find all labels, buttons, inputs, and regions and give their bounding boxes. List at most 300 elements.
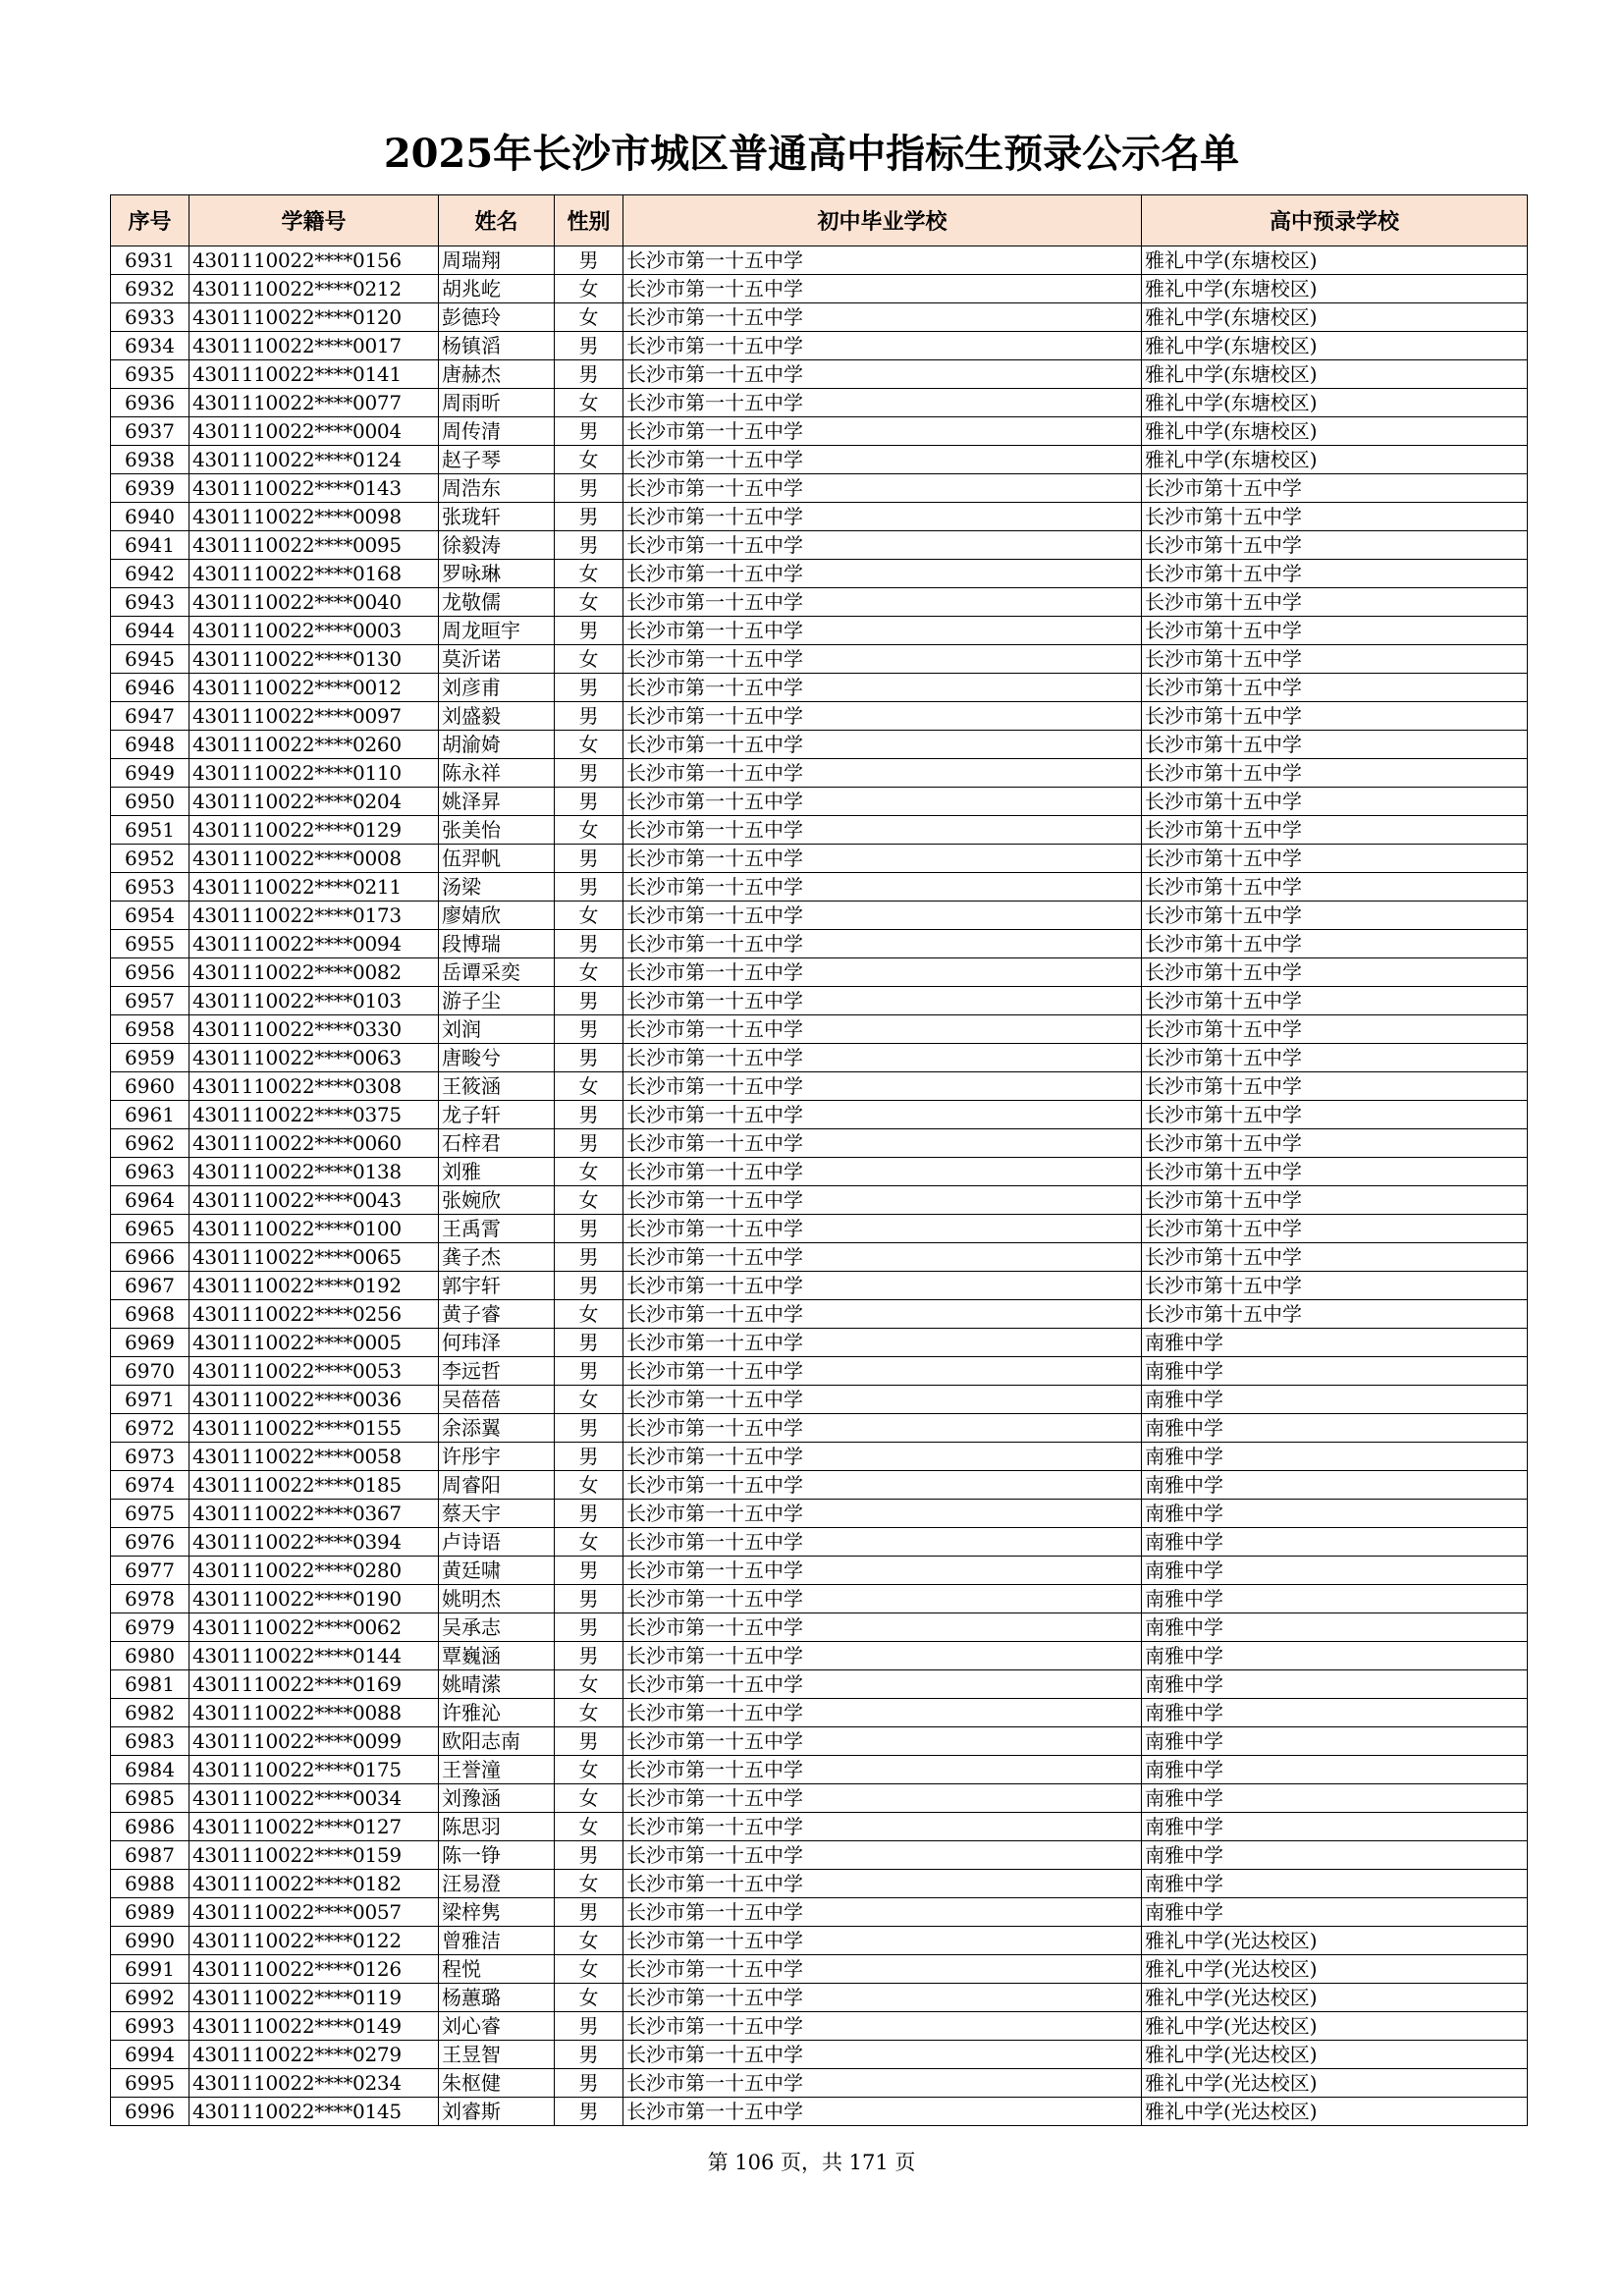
table-row: [111, 2098, 1528, 2126]
cell-seq: 6966: [111, 1243, 189, 1272]
cell-student-id: 4301110022****0063: [189, 1044, 439, 1072]
table-row: [111, 1044, 1528, 1072]
cell-gender: 男: [555, 1414, 623, 1443]
cell-seq: 6994: [111, 2041, 189, 2069]
cell-middle-school: 长沙市第一十五中学: [623, 674, 1142, 702]
cell-middle-school: 长沙市第一十五中学: [623, 1642, 1142, 1670]
cell-name: 刘彦甫: [439, 674, 555, 702]
cell-seq: 6941: [111, 531, 189, 560]
cell-gender: 女: [555, 303, 623, 332]
cell-name: 李远哲: [439, 1357, 555, 1386]
cell-gender: 女: [555, 1300, 623, 1329]
cell-gender: 女: [555, 1813, 623, 1841]
cell-student-id: 4301110022****0043: [189, 1186, 439, 1215]
cell-middle-school: 长沙市第一十五中学: [623, 1500, 1142, 1528]
table-row: [111, 1158, 1528, 1186]
cell-gender: 女: [555, 1386, 623, 1414]
cell-student-id: 4301110022****0097: [189, 702, 439, 731]
cell-middle-school: 长沙市第一十五中学: [623, 531, 1142, 560]
cell-seq: 6934: [111, 332, 189, 360]
cell-high-school: 长沙市第十五中学: [1142, 1158, 1528, 1186]
cell-seq: 6964: [111, 1186, 189, 1215]
cell-student-id: 4301110022****0175: [189, 1756, 439, 1784]
cell-name: 刘豫涵: [439, 1784, 555, 1813]
cell-name: 段博瑞: [439, 930, 555, 958]
cell-high-school: 长沙市第十五中学: [1142, 816, 1528, 845]
cell-middle-school: 长沙市第一十五中学: [623, 1841, 1142, 1870]
cell-gender: 男: [555, 1727, 623, 1756]
cell-middle-school: 长沙市第一十五中学: [623, 1984, 1142, 2012]
cell-high-school: 长沙市第十五中学: [1142, 645, 1528, 674]
cell-student-id: 4301110022****0185: [189, 1471, 439, 1500]
cell-seq: 6946: [111, 674, 189, 702]
table-row: [111, 1927, 1528, 1955]
cell-high-school: 雅礼中学(东塘校区): [1142, 246, 1528, 275]
cell-student-id: 4301110022****0100: [189, 1215, 439, 1243]
cell-high-school: 长沙市第十五中学: [1142, 930, 1528, 958]
table-row: [111, 1272, 1528, 1300]
cell-name: 余添翼: [439, 1414, 555, 1443]
cell-middle-school: 长沙市第一十五中学: [623, 474, 1142, 503]
cell-high-school: 长沙市第十五中学: [1142, 560, 1528, 588]
cell-middle-school: 长沙市第一十五中学: [623, 1471, 1142, 1500]
cell-student-id: 4301110022****0017: [189, 332, 439, 360]
table-row: [111, 1870, 1528, 1898]
cell-name: 黄子睿: [439, 1300, 555, 1329]
table-row: [111, 958, 1528, 987]
cell-name: 陈永祥: [439, 759, 555, 788]
cell-gender: 男: [555, 246, 623, 275]
cell-high-school: 长沙市第十五中学: [1142, 873, 1528, 902]
cell-name: 汪易澄: [439, 1870, 555, 1898]
cell-seq: 6996: [111, 2098, 189, 2126]
cell-middle-school: 长沙市第一十五中学: [623, 2098, 1142, 2126]
cell-name: 许雅沁: [439, 1699, 555, 1727]
cell-middle-school: 长沙市第一十五中学: [623, 588, 1142, 617]
cell-gender: 男: [555, 873, 623, 902]
cell-middle-school: 长沙市第一十五中学: [623, 360, 1142, 389]
cell-gender: 男: [555, 1642, 623, 1670]
cell-middle-school: 长沙市第一十五中学: [623, 1129, 1142, 1158]
cell-name: 陈一铮: [439, 1841, 555, 1870]
table-row: [111, 674, 1528, 702]
cell-high-school: 雅礼中学(光达校区): [1142, 2098, 1528, 2126]
cell-name: 莫沂诺: [439, 645, 555, 674]
cell-high-school: 南雅中学: [1142, 1756, 1528, 1784]
cell-gender: 女: [555, 446, 623, 474]
cell-seq: 6995: [111, 2069, 189, 2098]
cell-middle-school: 长沙市第一十五中学: [623, 560, 1142, 588]
table-row: [111, 1357, 1528, 1386]
table-row: [111, 1443, 1528, 1471]
cell-high-school: 雅礼中学(东塘校区): [1142, 389, 1528, 417]
table-row: [111, 2012, 1528, 2041]
cell-student-id: 4301110022****0190: [189, 1585, 439, 1613]
cell-name: 刘盛毅: [439, 702, 555, 731]
cell-seq: 6953: [111, 873, 189, 902]
cell-high-school: 雅礼中学(光达校区): [1142, 1927, 1528, 1955]
cell-gender: 男: [555, 1215, 623, 1243]
cell-seq: 6958: [111, 1015, 189, 1044]
cell-seq: 6942: [111, 560, 189, 588]
cell-name: 吴承志: [439, 1613, 555, 1642]
cell-gender: 男: [555, 1044, 623, 1072]
cell-name: 石梓君: [439, 1129, 555, 1158]
table-row: [111, 503, 1528, 531]
cell-middle-school: 长沙市第一十五中学: [623, 1443, 1142, 1471]
cell-name: 黄廷啸: [439, 1557, 555, 1585]
cell-seq: 6969: [111, 1329, 189, 1357]
cell-gender: 男: [555, 360, 623, 389]
cell-middle-school: 长沙市第一十五中学: [623, 1784, 1142, 1813]
cell-gender: 女: [555, 560, 623, 588]
cell-high-school: 南雅中学: [1142, 1813, 1528, 1841]
cell-high-school: 长沙市第十五中学: [1142, 1129, 1528, 1158]
cell-gender: 女: [555, 1984, 623, 2012]
cell-seq: 6976: [111, 1528, 189, 1557]
cell-high-school: 南雅中学: [1142, 1386, 1528, 1414]
cell-high-school: 南雅中学: [1142, 1528, 1528, 1557]
cell-name: 刘润: [439, 1015, 555, 1044]
cell-gender: 男: [555, 1500, 623, 1528]
cell-high-school: 雅礼中学(东塘校区): [1142, 417, 1528, 446]
cell-gender: 女: [555, 1158, 623, 1186]
cell-middle-school: 长沙市第一十五中学: [623, 873, 1142, 902]
table-row: [111, 1784, 1528, 1813]
cell-student-id: 4301110022****0280: [189, 1557, 439, 1585]
table-row: [111, 702, 1528, 731]
cell-gender: 女: [555, 1471, 623, 1500]
cell-name: 唐赫杰: [439, 360, 555, 389]
cell-high-school: 长沙市第十五中学: [1142, 958, 1528, 987]
cell-middle-school: 长沙市第一十五中学: [623, 1357, 1142, 1386]
cell-student-id: 4301110022****0124: [189, 446, 439, 474]
cell-high-school: 雅礼中学(东塘校区): [1142, 446, 1528, 474]
cell-gender: 男: [555, 1898, 623, 1927]
cell-high-school: 长沙市第十五中学: [1142, 1243, 1528, 1272]
table-row: [111, 1129, 1528, 1158]
table-row: [111, 1613, 1528, 1642]
cell-middle-school: 长沙市第一十五中学: [623, 2041, 1142, 2069]
cell-middle-school: 长沙市第一十五中学: [623, 417, 1142, 446]
table-row: [111, 246, 1528, 275]
cell-gender: 女: [555, 816, 623, 845]
table-header-row: [111, 195, 1528, 246]
cell-gender: 男: [555, 1357, 623, 1386]
cell-seq: 6955: [111, 930, 189, 958]
cell-student-id: 4301110022****0149: [189, 2012, 439, 2041]
cell-seq: 6982: [111, 1699, 189, 1727]
cell-student-id: 4301110022****0308: [189, 1072, 439, 1101]
cell-student-id: 4301110022****0065: [189, 1243, 439, 1272]
cell-high-school: 长沙市第十五中学: [1142, 987, 1528, 1015]
cell-seq: 6983: [111, 1727, 189, 1756]
cell-seq: 6991: [111, 1955, 189, 1984]
cell-seq: 6977: [111, 1557, 189, 1585]
cell-seq: 6990: [111, 1927, 189, 1955]
cell-high-school: 南雅中学: [1142, 1870, 1528, 1898]
cell-name: 游子尘: [439, 987, 555, 1015]
column-header-seq: 序号: [111, 195, 189, 246]
cell-student-id: 4301110022****0330: [189, 1015, 439, 1044]
table-row: [111, 275, 1528, 303]
cell-gender: 男: [555, 1443, 623, 1471]
cell-name: 彭德玲: [439, 303, 555, 332]
cell-name: 姚晴潆: [439, 1670, 555, 1699]
cell-gender: 女: [555, 1072, 623, 1101]
cell-middle-school: 长沙市第一十五中学: [623, 759, 1142, 788]
cell-name: 胡渝婍: [439, 731, 555, 759]
cell-student-id: 4301110022****0173: [189, 902, 439, 930]
cell-student-id: 4301110022****0120: [189, 303, 439, 332]
cell-seq: 6973: [111, 1443, 189, 1471]
cell-high-school: 南雅中学: [1142, 1414, 1528, 1443]
cell-middle-school: 长沙市第一十五中学: [623, 332, 1142, 360]
cell-high-school: 长沙市第十五中学: [1142, 617, 1528, 645]
cell-student-id: 4301110022****0060: [189, 1129, 439, 1158]
table-row: [111, 1471, 1528, 1500]
cell-middle-school: 长沙市第一十五中学: [623, 1414, 1142, 1443]
table-row: [111, 1101, 1528, 1129]
cell-middle-school: 长沙市第一十五中学: [623, 902, 1142, 930]
cell-gender: 女: [555, 1186, 623, 1215]
table-row: [111, 759, 1528, 788]
cell-gender: 男: [555, 674, 623, 702]
cell-middle-school: 长沙市第一十五中学: [623, 1870, 1142, 1898]
cell-seq: 6962: [111, 1129, 189, 1158]
cell-name: 郭宇轩: [439, 1272, 555, 1300]
table-row: [111, 588, 1528, 617]
cell-seq: 6968: [111, 1300, 189, 1329]
cell-name: 张美怡: [439, 816, 555, 845]
cell-name: 程悦: [439, 1955, 555, 1984]
cell-high-school: 长沙市第十五中学: [1142, 588, 1528, 617]
cell-seq: 6945: [111, 645, 189, 674]
cell-high-school: 雅礼中学(光达校区): [1142, 2069, 1528, 2098]
table-row: [111, 1642, 1528, 1670]
cell-name: 汤梁: [439, 873, 555, 902]
cell-student-id: 4301110022****0053: [189, 1357, 439, 1386]
cell-middle-school: 长沙市第一十五中学: [623, 1243, 1142, 1272]
cell-high-school: 南雅中学: [1142, 1699, 1528, 1727]
cell-student-id: 4301110022****0119: [189, 1984, 439, 2012]
cell-middle-school: 长沙市第一十五中学: [623, 303, 1142, 332]
column-header-middle-school: 初中毕业学校: [623, 195, 1142, 246]
cell-gender: 女: [555, 1784, 623, 1813]
cell-gender: 男: [555, 930, 623, 958]
cell-middle-school: 长沙市第一十五中学: [623, 788, 1142, 816]
cell-name: 胡兆屹: [439, 275, 555, 303]
cell-name: 刘睿斯: [439, 2098, 555, 2126]
cell-name: 王昱智: [439, 2041, 555, 2069]
cell-seq: 6936: [111, 389, 189, 417]
cell-student-id: 4301110022****0192: [189, 1272, 439, 1300]
cell-seq: 6944: [111, 617, 189, 645]
cell-seq: 6963: [111, 1158, 189, 1186]
cell-middle-school: 长沙市第一十五中学: [623, 1186, 1142, 1215]
cell-middle-school: 长沙市第一十五中学: [623, 1528, 1142, 1557]
cell-high-school: 南雅中学: [1142, 1784, 1528, 1813]
cell-seq: 6931: [111, 246, 189, 275]
cell-name: 王誉潼: [439, 1756, 555, 1784]
cell-high-school: 长沙市第十五中学: [1142, 759, 1528, 788]
cell-middle-school: 长沙市第一十五中学: [623, 275, 1142, 303]
cell-seq: 6974: [111, 1471, 189, 1500]
cell-student-id: 4301110022****0122: [189, 1927, 439, 1955]
cell-seq: 6932: [111, 275, 189, 303]
cell-middle-school: 长沙市第一十五中学: [623, 1101, 1142, 1129]
cell-middle-school: 长沙市第一十五中学: [623, 246, 1142, 275]
cell-seq: 6949: [111, 759, 189, 788]
page-title: 2025年长沙市城区普通高中指标生预录公示名单: [383, 131, 1240, 177]
table-row: [111, 788, 1528, 816]
cell-high-school: 南雅中学: [1142, 1443, 1528, 1471]
cell-gender: 女: [555, 275, 623, 303]
cell-student-id: 4301110022****0169: [189, 1670, 439, 1699]
table-row: [111, 531, 1528, 560]
cell-high-school: 长沙市第十五中学: [1142, 845, 1528, 873]
table-row: [111, 2041, 1528, 2069]
table-row: [111, 1329, 1528, 1357]
cell-seq: 6987: [111, 1841, 189, 1870]
table-row: [111, 446, 1528, 474]
cell-high-school: 长沙市第十五中学: [1142, 1186, 1528, 1215]
cell-middle-school: 长沙市第一十五中学: [623, 987, 1142, 1015]
cell-middle-school: 长沙市第一十五中学: [623, 2069, 1142, 2098]
cell-name: 龙敬儒: [439, 588, 555, 617]
table-row: [111, 389, 1528, 417]
cell-name: 周瑞翔: [439, 246, 555, 275]
table-row: [111, 1813, 1528, 1841]
column-header-name: 姓名: [439, 195, 555, 246]
cell-seq: 6959: [111, 1044, 189, 1072]
cell-middle-school: 长沙市第一十五中学: [623, 1072, 1142, 1101]
cell-high-school: 南雅中学: [1142, 1642, 1528, 1670]
cell-high-school: 长沙市第十五中学: [1142, 503, 1528, 531]
cell-high-school: 长沙市第十五中学: [1142, 902, 1528, 930]
cell-student-id: 4301110022****0127: [189, 1813, 439, 1841]
cell-seq: 6943: [111, 588, 189, 617]
cell-student-id: 4301110022****0145: [189, 2098, 439, 2126]
cell-student-id: 4301110022****0095: [189, 531, 439, 560]
cell-high-school: 南雅中学: [1142, 1585, 1528, 1613]
cell-high-school: 南雅中学: [1142, 1329, 1528, 1357]
cell-name: 周龙晅宇: [439, 617, 555, 645]
cell-student-id: 4301110022****0211: [189, 873, 439, 902]
cell-seq: 6988: [111, 1870, 189, 1898]
cell-student-id: 4301110022****0057: [189, 1898, 439, 1927]
cell-student-id: 4301110022****0004: [189, 417, 439, 446]
table-row: [111, 560, 1528, 588]
cell-seq: 6954: [111, 902, 189, 930]
cell-high-school: 长沙市第十五中学: [1142, 1072, 1528, 1101]
cell-gender: 男: [555, 531, 623, 560]
cell-middle-school: 长沙市第一十五中学: [623, 2012, 1142, 2041]
table-row: [111, 1984, 1528, 2012]
cell-seq: 6970: [111, 1357, 189, 1386]
cell-student-id: 4301110022****0082: [189, 958, 439, 987]
cell-gender: 男: [555, 1243, 623, 1272]
cell-high-school: 长沙市第十五中学: [1142, 1044, 1528, 1072]
table-row: [111, 360, 1528, 389]
cell-student-id: 4301110022****0077: [189, 389, 439, 417]
cell-name: 廖婧欣: [439, 902, 555, 930]
cell-seq: 6948: [111, 731, 189, 759]
cell-seq: 6960: [111, 1072, 189, 1101]
cell-gender: 女: [555, 1699, 623, 1727]
cell-middle-school: 长沙市第一十五中学: [623, 731, 1142, 759]
cell-seq: 6972: [111, 1414, 189, 1443]
cell-middle-school: 长沙市第一十五中学: [623, 1044, 1142, 1072]
cell-seq: 6957: [111, 987, 189, 1015]
cell-high-school: 南雅中学: [1142, 1841, 1528, 1870]
cell-middle-school: 长沙市第一十五中学: [623, 503, 1142, 531]
cell-student-id: 4301110022****0040: [189, 588, 439, 617]
cell-gender: 男: [555, 1272, 623, 1300]
column-header-student-id: 学籍号: [189, 195, 439, 246]
cell-student-id: 4301110022****0168: [189, 560, 439, 588]
cell-gender: 女: [555, 958, 623, 987]
cell-high-school: 长沙市第十五中学: [1142, 1300, 1528, 1329]
cell-student-id: 4301110022****0008: [189, 845, 439, 873]
cell-seq: 6992: [111, 1984, 189, 2012]
cell-name: 岳谭采奕: [439, 958, 555, 987]
cell-middle-school: 长沙市第一十五中学: [623, 1300, 1142, 1329]
cell-name: 梁梓隽: [439, 1898, 555, 1927]
cell-student-id: 4301110022****0260: [189, 731, 439, 759]
cell-student-id: 4301110022****0003: [189, 617, 439, 645]
cell-gender: 男: [555, 1585, 623, 1613]
cell-student-id: 4301110022****0182: [189, 1870, 439, 1898]
cell-middle-school: 长沙市第一十五中学: [623, 1927, 1142, 1955]
cell-name: 张珑轩: [439, 503, 555, 531]
cell-gender: 男: [555, 1557, 623, 1585]
cell-name: 罗咏琳: [439, 560, 555, 588]
page-footer: 第 106 页，共 171 页: [707, 2151, 916, 2174]
cell-gender: 男: [555, 702, 623, 731]
cell-seq: 6940: [111, 503, 189, 531]
cell-seq: 6947: [111, 702, 189, 731]
cell-gender: 女: [555, 1927, 623, 1955]
table-row: [111, 645, 1528, 674]
cell-high-school: 雅礼中学(东塘校区): [1142, 303, 1528, 332]
cell-gender: 男: [555, 1101, 623, 1129]
cell-middle-school: 长沙市第一十五中学: [623, 1756, 1142, 1784]
column-header-high-school: 高中预录学校: [1142, 195, 1528, 246]
table-row: [111, 617, 1528, 645]
cell-student-id: 4301110022****0143: [189, 474, 439, 503]
cell-seq: 6981: [111, 1670, 189, 1699]
cell-seq: 6952: [111, 845, 189, 873]
cell-high-school: 长沙市第十五中学: [1142, 1215, 1528, 1243]
cell-name: 刘心睿: [439, 2012, 555, 2041]
cell-middle-school: 长沙市第一十五中学: [623, 1386, 1142, 1414]
cell-student-id: 4301110022****0058: [189, 1443, 439, 1471]
cell-seq: 6984: [111, 1756, 189, 1784]
cell-middle-school: 长沙市第一十五中学: [623, 958, 1142, 987]
cell-name: 王筱涵: [439, 1072, 555, 1101]
table-row: [111, 1756, 1528, 1784]
cell-name: 龙子轩: [439, 1101, 555, 1129]
cell-high-school: 长沙市第十五中学: [1142, 1015, 1528, 1044]
cell-student-id: 4301110022****0099: [189, 1727, 439, 1756]
table-row: [111, 1414, 1528, 1443]
table-row: [111, 1386, 1528, 1414]
cell-seq: 6975: [111, 1500, 189, 1528]
cell-middle-school: 长沙市第一十五中学: [623, 1585, 1142, 1613]
cell-gender: 女: [555, 1528, 623, 1557]
cell-middle-school: 长沙市第一十五中学: [623, 816, 1142, 845]
